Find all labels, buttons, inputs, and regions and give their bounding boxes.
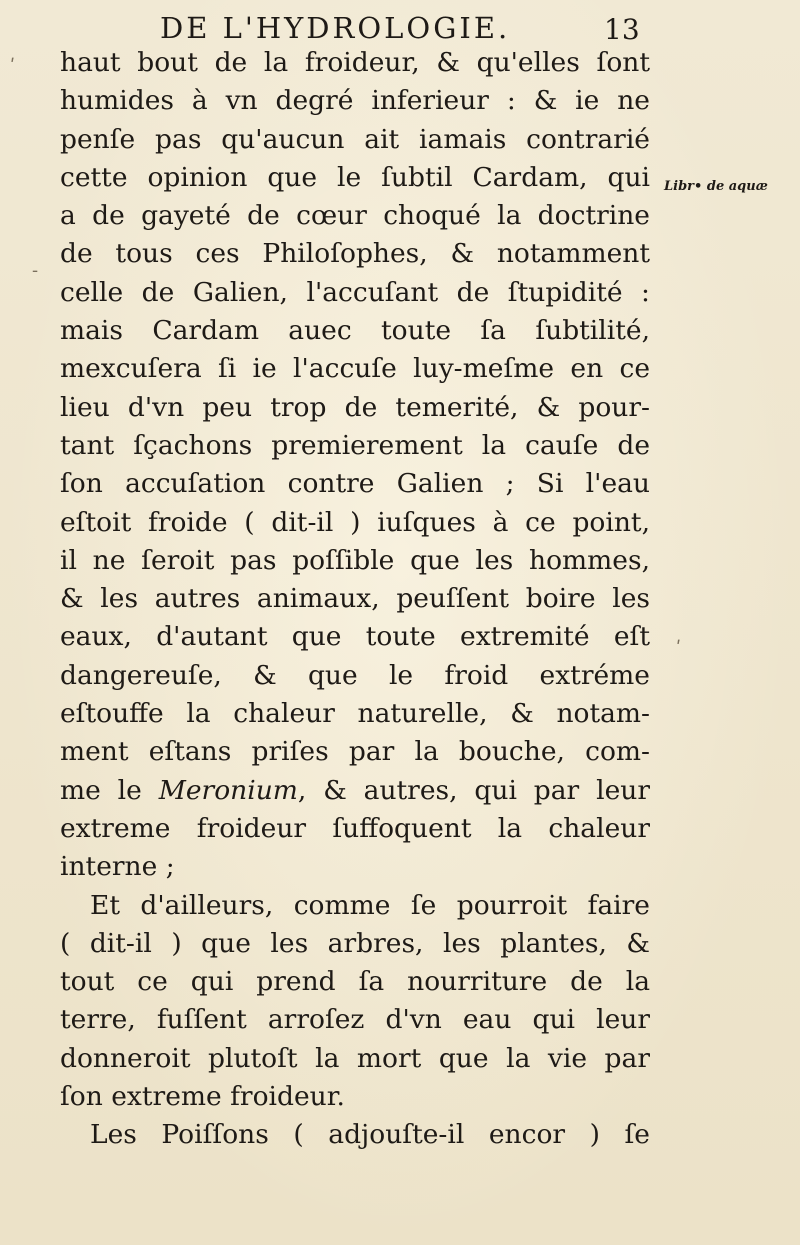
text-line: & les autres animaux, peuſſent boire les — [60, 583, 650, 615]
text-segment: me le — [60, 774, 159, 806]
text-line-meronium — [60, 772, 650, 810]
margin-tick-mark: - — [32, 260, 39, 281]
text-line: de tous ces Philoſophes, & notamment — [60, 238, 650, 270]
catchline: Les Poiſſons ( adjouſte-il encor ) ſe — [90, 1119, 650, 1151]
italic-term: Meronium — [158, 774, 298, 806]
text-line: ( dit-il ) que les arbres, les plantes, & — [60, 927, 650, 959]
text-line: terre, fuſſent arroſez d'vn eau qui leur — [60, 1004, 650, 1036]
text-line: Et d'ailleurs, comme ſe pourroit faire — [90, 889, 650, 921]
text-line: penſe pas qu'aucun ait iamais contrarié — [60, 123, 650, 155]
text-line: tout ce qui prend ſa nourriture de la — [60, 966, 650, 998]
text-line: tant ſçachons premierement la cauſe de — [60, 429, 650, 461]
text-line: extreme froideur ſuffoquent la chaleur — [60, 812, 650, 844]
text-line: il ne ſeroit pas poſſible que les hommes, — [60, 544, 650, 576]
text-line: ment eſtans priſes par la bouche, com- — [60, 736, 650, 768]
text-line: mais Cardam auec toute ſa ſubtilité, — [60, 315, 650, 347]
text-line: humides à vn degré inferieur : & ie ne — [60, 85, 650, 117]
text-line: eaux, d'autant que toute extremité eſt — [60, 621, 650, 653]
text-line: donneroit plutoſt la mort que la vie par — [60, 1042, 650, 1074]
text-line: cette opinion que le ſubtil Cardam, qui — [60, 161, 650, 193]
text-line: eſtoit froide ( dit-il ) iuſques à ce point, — [60, 506, 650, 538]
running-title: DE L'HYDROLOGIE. — [160, 11, 511, 45]
text-line: a de gayeté de cœur choqué la doctrine — [60, 200, 650, 232]
margin-tick-mark: ʹ — [10, 56, 16, 77]
text-line: lieu d'vn peu trop de temerité, & pour- — [60, 391, 650, 423]
text-segment: , & autres, qui par leur — [297, 774, 650, 806]
marginal-note: Libr• de aquæ — [664, 179, 768, 194]
text-line: interne ; — [60, 851, 175, 883]
text-line: ſon accuſation contre Galien ; Si l'eau — [60, 468, 650, 500]
text-line: celle de Galien, l'accuſant de ſtupidité : — [60, 276, 650, 308]
text-line: eſtouffe la chaleur naturelle, & notam- — [60, 698, 650, 730]
margin-tick-mark: ʹ — [676, 638, 682, 659]
body-text — [60, 44, 650, 1155]
page-number: 13 — [604, 13, 640, 46]
text-line: dangereuſe, & que le froid extréme — [60, 659, 650, 691]
text-line: ſon extreme froideur. — [60, 1081, 345, 1113]
text-line: mexcuſera ſi ie l'accuſe luy-meſme en ce — [60, 353, 650, 385]
text-line: haut bout de la froideur, & qu'elles ſont — [60, 47, 650, 78]
